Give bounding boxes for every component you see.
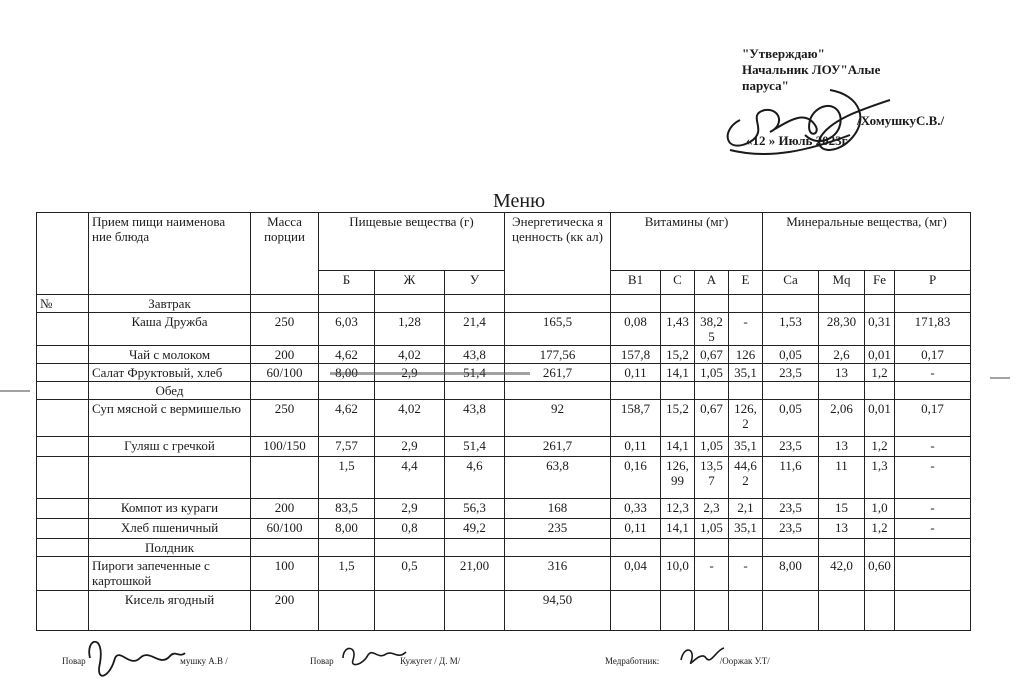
value-cell <box>611 591 661 631</box>
value-cell: 0,60 <box>865 557 895 591</box>
value-cell: 8,00 <box>319 519 375 539</box>
value-cell: 0,11 <box>611 519 661 539</box>
value-cell: 6,03 <box>319 313 375 346</box>
table-row <box>37 519 971 539</box>
empty-cell <box>375 382 445 400</box>
dish-name: Гуляш с гречкой <box>89 437 251 457</box>
value-cell <box>37 346 89 364</box>
value-cell: 1,0 <box>865 499 895 519</box>
sub-header: B1 <box>611 271 661 295</box>
value-cell: 0,08 <box>611 313 661 346</box>
empty-cell <box>375 295 445 313</box>
value-cell: 0,17 <box>895 346 971 364</box>
value-cell <box>763 591 819 631</box>
medic-name: /Ооржак У.Т/ <box>719 656 770 666</box>
empty-cell <box>695 539 729 557</box>
table-row <box>37 591 971 631</box>
value-cell: 44,6 2 <box>729 457 763 499</box>
sub-header: Б <box>319 271 375 295</box>
empty-cell <box>251 295 319 313</box>
empty-cell <box>729 382 763 400</box>
dish-name: Кисель ягодный <box>89 591 251 631</box>
dish-name: Компот из кураги <box>89 499 251 519</box>
empty-cell <box>611 539 661 557</box>
row-number <box>37 539 89 557</box>
empty-cell <box>895 295 971 313</box>
value-cell: 13 <box>819 364 865 382</box>
value-cell: 14,1 <box>661 364 695 382</box>
value-cell: 261,7 <box>505 364 611 382</box>
value-cell: 4,02 <box>375 400 445 437</box>
portion-mass: 250 <box>251 400 319 437</box>
approval-line-3: паруса" <box>742 78 789 93</box>
value-cell: 1,28 <box>375 313 445 346</box>
empty-cell <box>819 295 865 313</box>
value-cell <box>37 437 89 457</box>
value-cell <box>895 557 971 591</box>
value-cell: 1,05 <box>695 437 729 457</box>
minerals-header: Минеральные вещества, (мг) <box>763 213 971 271</box>
menu-body <box>37 295 971 631</box>
portion-mass: 60/100 <box>251 519 319 539</box>
value-cell <box>37 557 89 591</box>
value-cell: 2,6 <box>819 346 865 364</box>
value-cell: 126, 99 <box>661 457 695 499</box>
row-number: № <box>37 295 89 313</box>
dish-name: Хлеб пшеничный <box>89 519 251 539</box>
portion-mass: 250 <box>251 313 319 346</box>
value-cell: 126 <box>729 346 763 364</box>
section-row <box>37 295 971 313</box>
empty-cell <box>763 295 819 313</box>
value-cell: 0,01 <box>865 346 895 364</box>
value-cell: 23,5 <box>763 519 819 539</box>
empty-cell <box>729 539 763 557</box>
value-cell: 165,5 <box>505 313 611 346</box>
dish-name: Салат Фруктовый, хлеб <box>89 364 251 382</box>
value-cell: 1,3 <box>865 457 895 499</box>
value-cell: 171,83 <box>895 313 971 346</box>
dish-name: Суп мясной с вермишелью <box>89 400 251 437</box>
sub-header: E <box>729 271 763 295</box>
sub-header: У <box>445 271 505 295</box>
value-cell: 10,0 <box>661 557 695 591</box>
menu-table <box>36 212 971 631</box>
nutrients-header: Пищевые вещества (г) <box>319 213 505 271</box>
empty-cell <box>445 295 505 313</box>
value-cell <box>37 400 89 437</box>
empty-cell <box>819 382 865 400</box>
value-cell: 0,11 <box>611 364 661 382</box>
value-cell <box>37 364 89 382</box>
value-cell: 177,56 <box>505 346 611 364</box>
empty-cell <box>445 539 505 557</box>
empty-cell <box>505 539 611 557</box>
table-row <box>37 346 971 364</box>
value-cell: 23,5 <box>763 499 819 519</box>
value-cell: 2,9 <box>375 437 445 457</box>
table-row <box>37 400 971 437</box>
value-cell: 2,3 <box>695 499 729 519</box>
value-cell: 1,05 <box>695 519 729 539</box>
value-cell: 35,1 <box>729 519 763 539</box>
value-cell: 2,9 <box>375 499 445 519</box>
value-cell: 8,00 <box>763 557 819 591</box>
portion-mass: 200 <box>251 499 319 519</box>
value-cell: 1,2 <box>865 364 895 382</box>
scan-smudge <box>990 377 1010 379</box>
value-cell <box>37 313 89 346</box>
value-cell: 14,1 <box>661 437 695 457</box>
value-cell: 23,5 <box>763 437 819 457</box>
empty-cell <box>319 382 375 400</box>
medic-label: Медработник: <box>605 656 660 666</box>
scan-smudge <box>330 372 530 375</box>
value-cell: 51,4 <box>445 437 505 457</box>
empty-cell <box>763 539 819 557</box>
cook2-name: Кужугет / Д. М/ <box>400 656 461 666</box>
value-cell <box>319 591 375 631</box>
value-cell: 0,01 <box>865 400 895 437</box>
value-cell: 21,00 <box>445 557 505 591</box>
footer-cook1 <box>62 656 228 666</box>
value-cell: 168 <box>505 499 611 519</box>
empty-cell <box>319 539 375 557</box>
cook1-name: мушку А.В / <box>180 656 228 666</box>
empty-cell <box>695 382 729 400</box>
cook2-label: Повар <box>310 656 334 666</box>
value-cell: 0,05 <box>763 346 819 364</box>
sub-header: A <box>695 271 729 295</box>
table-row <box>37 557 971 591</box>
empty-cell <box>819 539 865 557</box>
value-cell <box>37 499 89 519</box>
value-cell: 4,02 <box>375 346 445 364</box>
no-header <box>37 213 89 295</box>
value-cell: 1,5 <box>319 557 375 591</box>
value-cell: 49,2 <box>445 519 505 539</box>
table-row <box>37 457 971 499</box>
page-title: Меню <box>493 190 546 212</box>
empty-cell <box>611 382 661 400</box>
value-cell: 157,8 <box>611 346 661 364</box>
value-cell <box>865 591 895 631</box>
value-cell <box>37 457 89 499</box>
dish-name: Каша Дружба <box>89 313 251 346</box>
section-label: Обед <box>89 382 251 400</box>
empty-cell <box>661 382 695 400</box>
empty-cell <box>445 382 505 400</box>
portion-mass: 100/150 <box>251 437 319 457</box>
value-cell: 15,2 <box>661 400 695 437</box>
value-cell: 0,11 <box>611 437 661 457</box>
empty-cell <box>611 295 661 313</box>
portion-mass: 200 <box>251 346 319 364</box>
value-cell: 1,2 <box>865 437 895 457</box>
value-cell: 15,2 <box>661 346 695 364</box>
value-cell: 0,33 <box>611 499 661 519</box>
empty-cell <box>375 539 445 557</box>
section-label: Полдник <box>89 539 251 557</box>
value-cell: 28,30 <box>819 313 865 346</box>
dish-name: Пироги запеченные с картошкой <box>89 557 251 591</box>
value-cell: 0,31 <box>865 313 895 346</box>
value-cell: 0,04 <box>611 557 661 591</box>
approval-date: «12 » Июль 2023г <box>746 133 848 148</box>
value-cell: 0,8 <box>375 519 445 539</box>
value-cell: 92 <box>505 400 611 437</box>
empty-cell <box>895 539 971 557</box>
value-cell: 63,8 <box>505 457 611 499</box>
value-cell: 14,1 <box>661 519 695 539</box>
value-cell: 11,6 <box>763 457 819 499</box>
value-cell: 4,4 <box>375 457 445 499</box>
cook1-label: Повар <box>62 656 86 666</box>
empty-cell <box>505 295 611 313</box>
value-cell: - <box>729 313 763 346</box>
sub-header: Fe <box>865 271 895 295</box>
empty-cell <box>895 382 971 400</box>
value-cell <box>37 519 89 539</box>
value-cell: 4,6 <box>445 457 505 499</box>
value-cell: 42,0 <box>819 557 865 591</box>
approval-name: /ХомушкуС.В./ <box>857 113 945 128</box>
value-cell: 35,1 <box>729 364 763 382</box>
value-cell <box>695 591 729 631</box>
footer-cook2 <box>310 656 460 666</box>
value-cell: 0,5 <box>375 557 445 591</box>
value-cell: 35,1 <box>729 437 763 457</box>
sub-header: P <box>895 271 971 295</box>
empty-cell <box>251 539 319 557</box>
value-cell: 1,43 <box>661 313 695 346</box>
value-cell <box>819 591 865 631</box>
value-cell <box>375 591 445 631</box>
section-label: Завтрак <box>89 295 251 313</box>
sub-header: C <box>661 271 695 295</box>
approval-line-2: Начальник ЛОУ"Алые <box>742 62 881 77</box>
value-cell: 1,05 <box>695 364 729 382</box>
value-cell: 4,62 <box>319 346 375 364</box>
value-cell: 4,62 <box>319 400 375 437</box>
empty-cell <box>763 382 819 400</box>
empty-cell <box>695 295 729 313</box>
empty-cell <box>729 295 763 313</box>
value-cell: 43,8 <box>445 346 505 364</box>
footer-medic <box>605 656 770 666</box>
value-cell <box>37 591 89 631</box>
value-cell: 13 <box>819 437 865 457</box>
table-row <box>37 437 971 457</box>
value-cell: 12,3 <box>661 499 695 519</box>
value-cell: 0,67 <box>695 346 729 364</box>
value-cell: 158,7 <box>611 400 661 437</box>
sub-header: Ca <box>763 271 819 295</box>
portion-mass: 60/100 <box>251 364 319 382</box>
value-cell: - <box>729 557 763 591</box>
value-cell: 94,50 <box>505 591 611 631</box>
value-cell: 83,5 <box>319 499 375 519</box>
empty-cell <box>865 539 895 557</box>
value-cell <box>661 591 695 631</box>
approval-line-1: "Утверждаю" <box>742 46 825 61</box>
meal-header: Прием пищи наименова ние блюда <box>89 213 251 295</box>
value-cell: 1,5 <box>319 457 375 499</box>
value-cell: 13 <box>819 519 865 539</box>
value-cell: 56,3 <box>445 499 505 519</box>
value-cell: - <box>695 557 729 591</box>
empty-cell <box>251 382 319 400</box>
mass-header: Масса порции <box>251 213 319 295</box>
value-cell: 0,16 <box>611 457 661 499</box>
value-cell: 11 <box>819 457 865 499</box>
portion-mass: 100 <box>251 557 319 591</box>
portion-mass: 200 <box>251 591 319 631</box>
portion-mass <box>251 457 319 499</box>
value-cell: - <box>895 499 971 519</box>
value-cell: 15 <box>819 499 865 519</box>
value-cell: 21,4 <box>445 313 505 346</box>
empty-cell <box>661 295 695 313</box>
value-cell: 126, 2 <box>729 400 763 437</box>
value-cell: 23,5 <box>763 364 819 382</box>
value-cell: 13,57 <box>695 457 729 499</box>
energy-header: Энергетическа я ценность (кк ал) <box>505 213 611 295</box>
value-cell: 0,05 <box>763 400 819 437</box>
value-cell: - <box>895 437 971 457</box>
sub-header: Mq <box>819 271 865 295</box>
value-cell: - <box>895 457 971 499</box>
empty-cell <box>865 382 895 400</box>
section-row <box>37 539 971 557</box>
section-row <box>37 382 971 400</box>
value-cell: 316 <box>505 557 611 591</box>
approval-stamp <box>742 46 992 148</box>
table-row <box>37 499 971 519</box>
value-cell: 2,06 <box>819 400 865 437</box>
value-cell <box>445 591 505 631</box>
value-cell: 1,53 <box>763 313 819 346</box>
value-cell: 43,8 <box>445 400 505 437</box>
value-cell: - <box>895 364 971 382</box>
empty-cell <box>319 295 375 313</box>
value-cell: 38,25 <box>695 313 729 346</box>
empty-cell <box>505 382 611 400</box>
value-cell <box>895 591 971 631</box>
table-row <box>37 313 971 346</box>
value-cell: 1,2 <box>865 519 895 539</box>
value-cell: 235 <box>505 519 611 539</box>
empty-cell <box>661 539 695 557</box>
value-cell: 2,1 <box>729 499 763 519</box>
dish-name: Чай с молоком <box>89 346 251 364</box>
empty-cell <box>865 295 895 313</box>
value-cell: 0,17 <box>895 400 971 437</box>
value-cell <box>729 591 763 631</box>
value-cell: 0,67 <box>695 400 729 437</box>
vitamins-header: Витамины (мг) <box>611 213 763 271</box>
scan-smudge <box>0 390 30 392</box>
dish-name <box>89 457 251 499</box>
value-cell: 261,7 <box>505 437 611 457</box>
value-cell: 7,57 <box>319 437 375 457</box>
row-number <box>37 382 89 400</box>
sub-header: Ж <box>375 271 445 295</box>
value-cell: - <box>895 519 971 539</box>
